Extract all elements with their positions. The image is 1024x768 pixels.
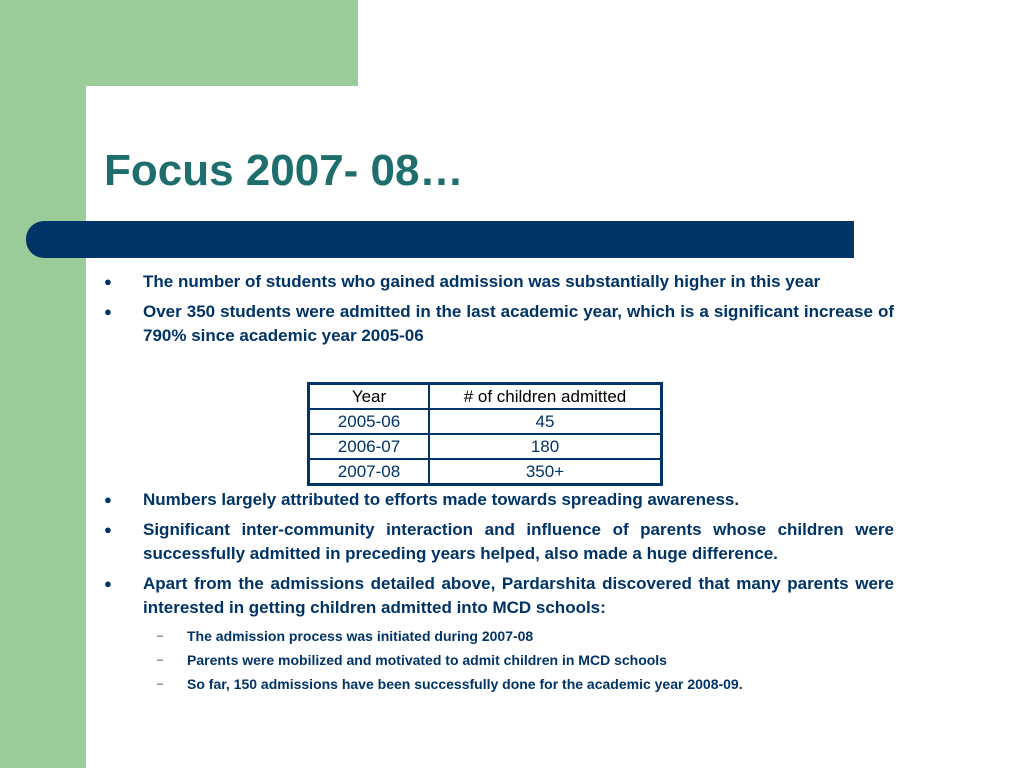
top-bullet-list bbox=[104, 270, 894, 354]
table-cell-year: 2006-07 bbox=[309, 434, 430, 459]
table-cell-count: 350+ bbox=[429, 459, 662, 485]
bullet-item bbox=[104, 488, 894, 512]
table-cell-count: 45 bbox=[429, 409, 662, 434]
table-cell-year: 2005-06 bbox=[309, 409, 430, 434]
table-row bbox=[309, 459, 662, 485]
dash-icon: – bbox=[157, 630, 164, 642]
bullet-text: Significant inter-community interaction and influence of parents whose children were successfully admitted in preceding years helped, also made a huge difference. bbox=[143, 520, 894, 563]
bullet-dot-icon: ● bbox=[104, 304, 112, 319]
bullet-dot-icon: ● bbox=[104, 492, 112, 507]
bullet-dot-icon: ● bbox=[104, 522, 112, 537]
sub-bullet-item bbox=[143, 624, 894, 648]
column-header-year: Year bbox=[309, 384, 430, 410]
bullet-item bbox=[104, 518, 894, 566]
slide-title: Focus 2007- 08… bbox=[104, 146, 464, 195]
bullet-item bbox=[104, 300, 894, 348]
sub-bullet-text: Parents were mobilized and motivated to admit children in MCD schools bbox=[187, 652, 667, 668]
bullet-text: Over 350 students were admitted in the last academic year, which is a significant increase of 790% since academic year 2005-06 bbox=[143, 302, 894, 345]
bullet-item bbox=[104, 572, 894, 696]
decorative-green-band bbox=[0, 0, 86, 768]
table-header-row bbox=[309, 384, 662, 410]
table-row bbox=[309, 434, 662, 459]
bullet-dot-icon: ● bbox=[104, 274, 112, 289]
bullet-item bbox=[104, 270, 894, 294]
column-header-children-admitted: # of children admitted bbox=[429, 384, 662, 410]
dash-icon: – bbox=[157, 678, 164, 690]
bullet-text: Numbers largely attributed to efforts made towards spreading awareness. bbox=[143, 490, 740, 509]
table-cell-year: 2007-08 bbox=[309, 459, 430, 485]
decorative-green-top bbox=[0, 0, 358, 86]
dash-icon: – bbox=[157, 654, 164, 666]
table-row bbox=[309, 409, 662, 434]
bullet-text: Apart from the admissions detailed above, Pardarshita discovered that many parents were interested in getting children admitted into MCD schools: bbox=[143, 574, 894, 617]
sub-bullet-item bbox=[143, 672, 894, 696]
admissions-table bbox=[307, 382, 663, 486]
bullet-dot-icon: ● bbox=[104, 576, 112, 591]
table-cell-count: 180 bbox=[429, 434, 662, 459]
sub-bullet-item bbox=[143, 648, 894, 672]
title-underline-bar bbox=[26, 221, 854, 258]
bottom-bullet-list bbox=[104, 488, 894, 702]
bullet-text: The number of students who gained admission was substantially higher in this year bbox=[143, 272, 821, 291]
sub-bullet-list bbox=[143, 624, 894, 696]
sub-bullet-text: The admission process was initiated during 2007-08 bbox=[187, 628, 534, 644]
sub-bullet-text: So far, 150 admissions have been successfully done for the academic year 2008-09. bbox=[187, 676, 743, 692]
